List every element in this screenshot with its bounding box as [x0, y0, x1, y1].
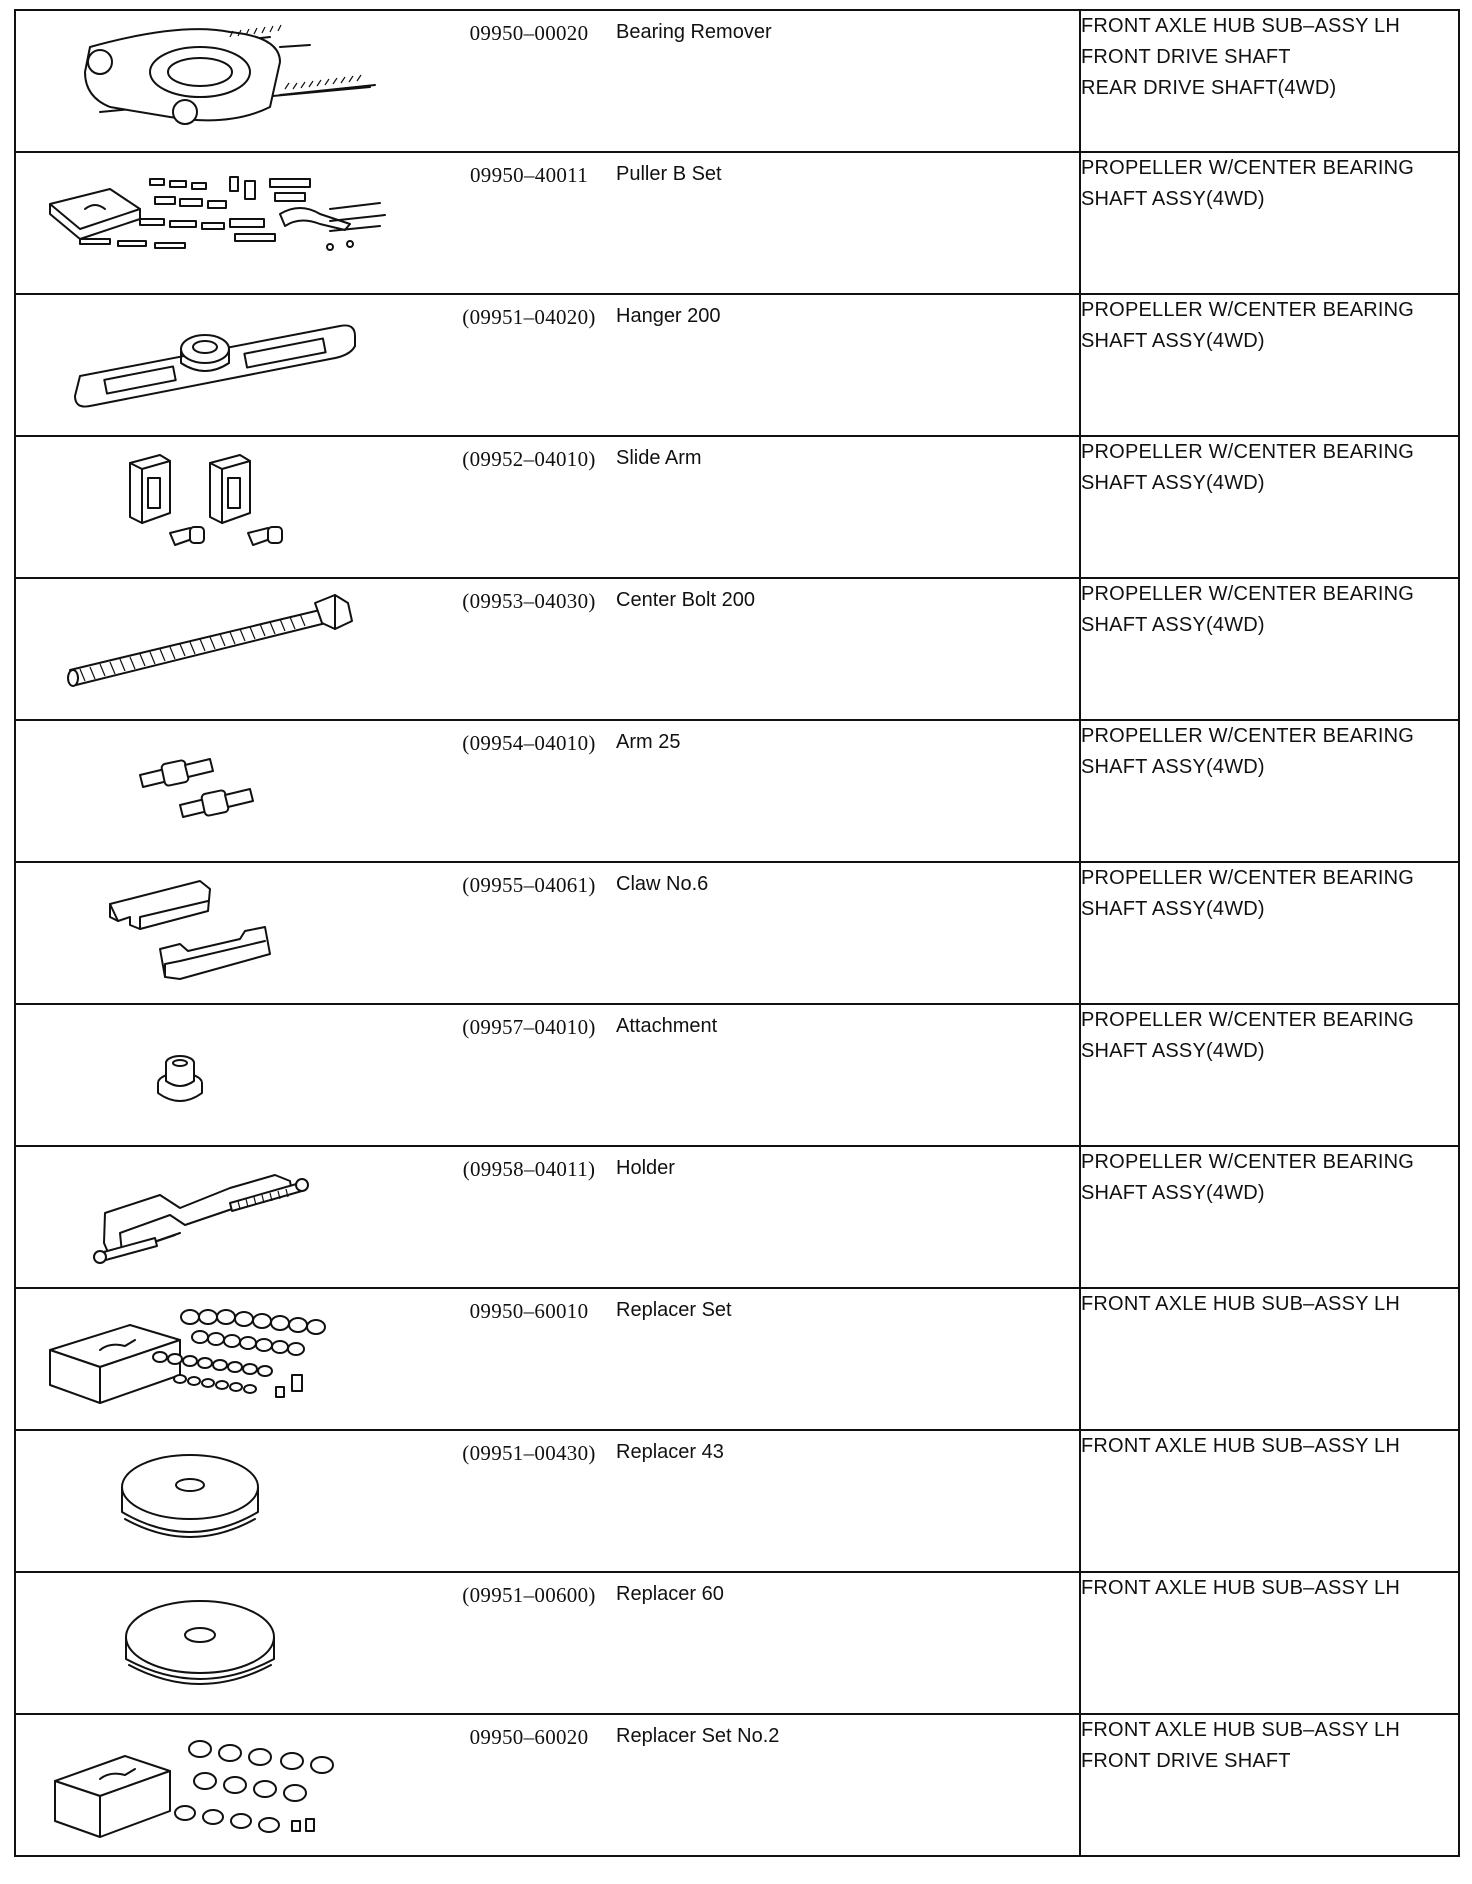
- table-row: [15, 1288, 1459, 1430]
- tool-name: Hanger 200: [616, 305, 721, 327]
- tool-name: Replacer Set: [616, 1299, 732, 1321]
- applications: FRONT AXLE HUB SUB–ASSY LH FRONT DRIVE SHAFT REAR DRIVE SHAFT(4WD): [1080, 10, 1459, 152]
- tool-name: Claw No.6: [616, 873, 709, 895]
- applications: PROPELLER W/CENTER BEARING SHAFT ASSY(4WD): [1080, 294, 1459, 436]
- tool-name: Replacer 60: [616, 1583, 724, 1605]
- bearing-remover-icon: [30, 17, 430, 147]
- table-row: [15, 1714, 1459, 1856]
- part-number: (09953–04030): [462, 589, 596, 613]
- tool-name: Arm 25: [616, 731, 681, 753]
- applications: FRONT AXLE HUB SUB–ASSY LH FRONT DRIVE SHAFT: [1080, 1714, 1459, 1856]
- arm-icon: [30, 727, 430, 857]
- table-row: [15, 152, 1459, 294]
- table-row: [15, 436, 1459, 578]
- part-number: (09954–04010): [462, 731, 596, 755]
- applications: FRONT AXLE HUB SUB–ASSY LH: [1080, 1288, 1459, 1430]
- part-number: 09950–60020: [469, 1725, 589, 1749]
- replacer-disc-icon: [30, 1437, 430, 1567]
- replacer-disc-icon: [30, 1579, 430, 1709]
- attachment-icon: [30, 1011, 430, 1141]
- replacer-set-icon: [30, 1721, 430, 1851]
- applications: PROPELLER W/CENTER BEARING SHAFT ASSY(4WD): [1080, 152, 1459, 294]
- table-row: [15, 294, 1459, 436]
- applications: PROPELLER W/CENTER BEARING SHAFT ASSY(4WD): [1080, 578, 1459, 720]
- tool-name: Replacer 43: [616, 1441, 724, 1463]
- applications: FRONT AXLE HUB SUB–ASSY LH: [1080, 1430, 1459, 1572]
- part-number: 09950–00020: [469, 21, 589, 45]
- slide-arm-icon: [30, 443, 430, 573]
- tool-name: Bearing Remover: [616, 21, 772, 43]
- part-number: (09952–04010): [462, 447, 596, 471]
- applications: PROPELLER W/CENTER BEARING SHAFT ASSY(4WD): [1080, 862, 1459, 1004]
- part-number: (09951–04020): [462, 305, 596, 329]
- tool-name: Replacer Set No.2: [616, 1725, 780, 1747]
- table-row: [15, 10, 1459, 152]
- table-row: [15, 1004, 1459, 1146]
- applications: PROPELLER W/CENTER BEARING SHAFT ASSY(4WD): [1080, 1004, 1459, 1146]
- applications: PROPELLER W/CENTER BEARING SHAFT ASSY(4WD): [1080, 720, 1459, 862]
- sst-table: [14, 9, 1460, 1857]
- tool-name: Slide Arm: [616, 447, 702, 469]
- table-row: [15, 1572, 1459, 1714]
- table-row: [15, 720, 1459, 862]
- tool-name: Puller B Set: [616, 163, 722, 185]
- table-row: [15, 1430, 1459, 1572]
- claw-icon: [30, 869, 430, 999]
- holder-icon: [30, 1153, 430, 1283]
- part-number: (09955–04061): [462, 873, 596, 897]
- part-number: 09950–60010: [469, 1299, 589, 1323]
- tool-name: Attachment: [616, 1015, 718, 1037]
- part-number: 09950–40011: [469, 163, 589, 187]
- part-number: (09951–00430): [462, 1441, 596, 1465]
- part-number: (09958–04011): [462, 1157, 596, 1181]
- tool-name: Holder: [616, 1157, 675, 1179]
- applications: PROPELLER W/CENTER BEARING SHAFT ASSY(4WD): [1080, 436, 1459, 578]
- hanger-icon: [30, 301, 430, 431]
- table-row: [15, 578, 1459, 720]
- replacer-set-icon: [30, 1295, 430, 1425]
- part-number: (09957–04010): [462, 1015, 596, 1039]
- table-row: [15, 1146, 1459, 1288]
- tool-name: Center Bolt 200: [616, 589, 755, 611]
- center-bolt-icon: [30, 585, 430, 715]
- puller-b-set-icon: [30, 159, 430, 289]
- part-number: (09951–00600): [462, 1583, 596, 1607]
- applications: PROPELLER W/CENTER BEARING SHAFT ASSY(4WD): [1080, 1146, 1459, 1288]
- applications: FRONT AXLE HUB SUB–ASSY LH: [1080, 1572, 1459, 1714]
- table-row: [15, 862, 1459, 1004]
